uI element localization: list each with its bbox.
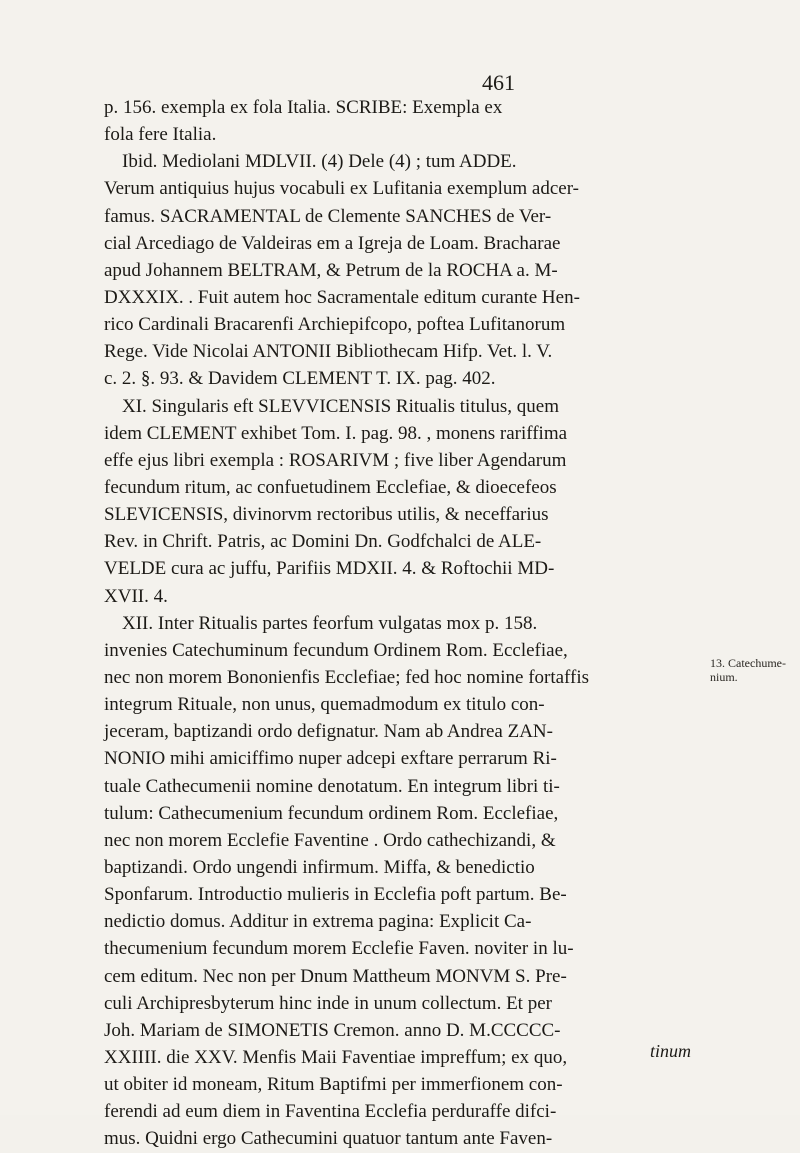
text-line: baptizandi. Ordo ungendi infirmum. Miffa, & benedictio [104,856,535,878]
text-line: effe ejus libri exempla : ROSARIVM ; five liber Agendarum [104,449,567,471]
text-line: famus. SACRAMENTAL de Clemente SANCHES de Ver- [104,205,552,227]
text-line: Rege. Vide Nicolai ANTONII Bibliothecam Hifp. Vet. l. V. [104,341,553,363]
margin-note-line: nium. [710,670,738,684]
text-line: Verum antiquius hujus vocabuli ex Lufitania exemplum adcer- [104,178,580,200]
text-line: ferendi ad eum diem in Faventina Ecclefia perduraffe difci- [104,1101,557,1123]
text-line: Sponfarum. Introductio mulieris in Ecclefia poft partum. Be- [104,884,567,906]
catchword: tinum [650,1041,692,1061]
body-text [104,94,694,1152]
text-line: Rev. in Chrift. Patris, ac Domini Dn. Godfchalci de ALE- [104,531,542,553]
text-line: c. 2. §. 93. & Davidem CLEMENT T. IX. pag. 402. [104,368,496,390]
text-line: VELDE cura ac juffu, Parifiis MDXII. 4. & Roftochii MD- [104,558,555,580]
text-line: XI. Singularis eft SLEVVICENSIS Ritualis titulus, quem [122,395,559,417]
text-line: NONIO mihi amiciffimo nuper adcepi exftare perrarum Ri- [104,748,557,770]
text-line: fecundum ritum, ac confuetudinem Ecclefiae, & dioecefeos [104,476,557,498]
text-line: cial Arcediago de Valdeiras em a Igreja de Loam. Bracharae [104,232,561,254]
text-line: cem editum. Nec non per Dnum Mattheum MONVM S. Pre- [104,965,567,987]
text-line: rico Cardinali Bracarenfi Archiepifcopo, poftea Lufitanorum [104,314,566,336]
text-line: idem CLEMENT exhibet Tom. I. pag. 98. , monens rariffima [104,422,568,444]
page-number: 461 [482,70,515,95]
text-line: SLEVICENSIS, divinorvm rectoribus utilis, & neceffarius [104,504,549,526]
margin-note-line: 13. Catechume- [710,656,786,670]
text-line: ut obiter id moneam, Ritum Baptifmi per immerfionem con- [104,1074,563,1096]
text-line: Ibid. Mediolani MDLVII. (4) Dele (4) ; tum ADDE. [122,151,517,173]
text-line: culi Archipresbyterum hinc inde in unum collectum. Et per [104,992,552,1014]
text-line: nec non morem Ecclefie Faventine . Ordo cathechizandi, & [104,829,556,851]
text-line: thecumenium fecundum morem Ecclefie Faven. noviter in lu- [104,938,574,960]
text-line: tulum: Cathecumenium fecundum ordinem Rom. Ecclefiae, [104,802,559,824]
text-line: invenies Catechuminum fecundum Ordinem Rom. Ecclefiae, [104,639,568,661]
text-line: fola fere Italia. [104,124,217,146]
text-line: tuale Cathecumenii nomine denotatum. En integrum libri ti- [104,775,560,797]
text-line: integrum Rituale, non unus, quemadmodum ex titulo con- [104,694,545,716]
text-line: mus. Quidni ergo Cathecumini quatuor tantum ante Faven- [104,1128,553,1150]
text-line: XII. Inter Ritualis partes feorfum vulgatas mox p. 158. [122,612,538,634]
text-line: apud Johannem BELTRAM, & Petrum de la ROCHA a. M- [104,259,558,281]
margin-note [710,656,796,684]
text-line: nec non morem Bononienfis Ecclefiae; fed hoc nomine fortaffis [104,666,590,688]
text-line: jeceram, baptizandi ordo defignatur. Nam ab Andrea ZAN- [104,721,553,743]
text-line: p. 156. exempla ex fola Italia. SCRIBE: Exempla ex [104,97,503,118]
text-line: XVII. 4. [104,585,168,607]
text-line: XXIIII. die XXV. Menfis Maii Faventiae impreffum; ex quo, [104,1046,568,1068]
text-line: nedictio domus. Additur in extrema pagina: Explicit Ca- [104,911,532,933]
text-line: DXXXIX. . Fuit autem hoc Sacramentale editum curante Hen- [104,286,580,308]
text-line: Joh. Mariam de SIMONETIS Cremon. anno D. M.CCCCC- [104,1019,561,1041]
